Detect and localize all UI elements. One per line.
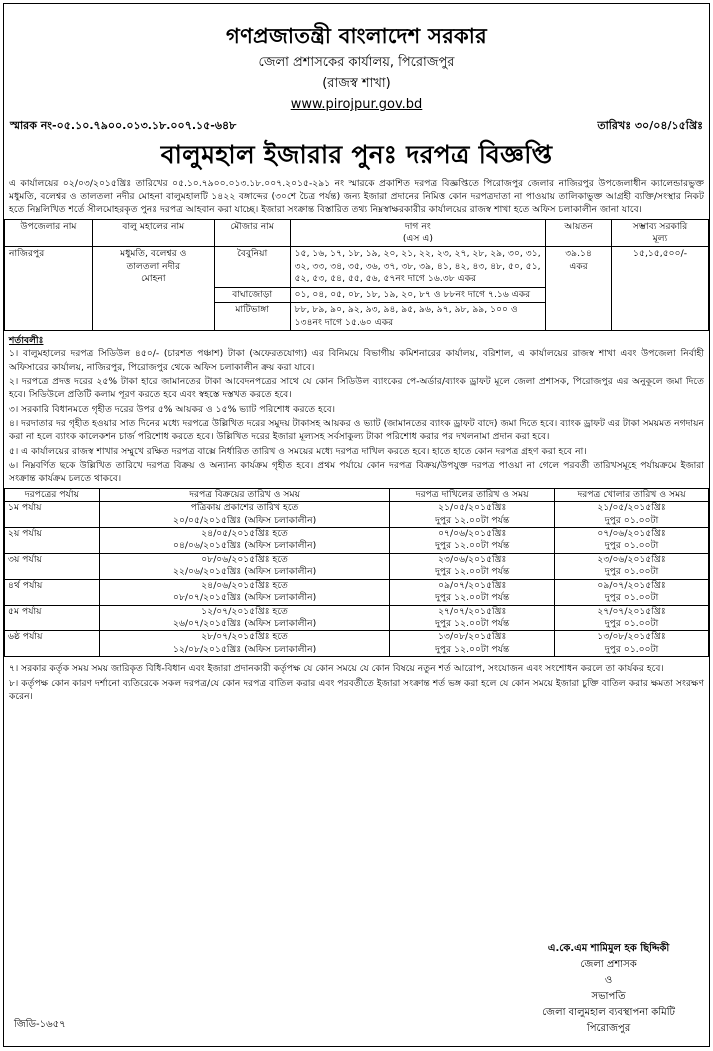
open-time: দুপুর ০১.০০টা: [604, 514, 659, 526]
page-border: [3, 3, 710, 1047]
col-sale: দরপত্র বিক্রয়ের তারিখ ও সময়: [99, 488, 390, 501]
submit-time: দুপুর ১২.০০টা পর্যন্ত: [435, 643, 510, 655]
submit-date: ০৭/০৬/২০১৫খ্রিঃ: [438, 528, 507, 540]
open-date: ০৯/০৭/২০১৫খ্রিঃ: [597, 579, 666, 591]
sale-to: ০৪/০৬/২০১৫খ্রিঃ (অফিস চলাকালীন): [173, 540, 317, 552]
submit-date: ২১/০৫/২০১৫খ্রিঃ: [438, 502, 507, 514]
col-phase: দরপত্রের পর্যায়: [5, 488, 100, 501]
col-open: দরপত্র খোলার তারিখ ও সময়: [555, 488, 709, 501]
submit-date: ০৯/০৭/২০১৫খ্রিঃ: [438, 579, 507, 591]
col-dag: দাগ নং (এস এ): [290, 219, 545, 247]
signature-block: [542, 941, 675, 1037]
website-link[interactable]: www.pirojpur.gov.bd: [290, 97, 423, 113]
upazila-cell: নাজিরপুর: [5, 247, 93, 331]
open-time: দুপুর ০১.০০টা: [604, 540, 659, 552]
government-name: গণপ্রজাতন্ত্রী বাংলাদেশ সরকার: [226, 24, 487, 48]
submit-time: দুপুর ১২.০০টা পর্যন্ত: [435, 592, 510, 604]
conditions-heading: শর্তাবলীঃ: [9, 334, 44, 346]
notice-title: বালুমহাল ইজারার পুনঃ দরপত্র বিজ্ঞপ্তি: [160, 139, 553, 169]
sale-from: ০৮/০৬/২০১৫খ্রিঃ হতে: [201, 553, 288, 565]
open-time: দুপুর ০১.০০টা: [604, 592, 659, 604]
col-price: সম্ভাব্য সরকারি মূল্য: [612, 219, 709, 247]
submit-time: দুপুর ১২.০০টা পর্যন্ত: [435, 540, 510, 552]
committee-place: পিরোজপুর: [586, 1023, 631, 1034]
sale-to: ০৮/০৭/২০১৫খ্রিঃ (অফিস চলাকালীন): [173, 592, 317, 604]
condition-item: ৬। নিম্নবর্ণিত ছকে উল্লিখিত তারিখে দরপত্র বিক্রয় ও অন্যান্য কার্যক্রম গৃহীত হবে। প্রথম পর্যায়ে কোন দরপত্র বিক্রয়/উপযুক্ত দরপত্র পাওয়া না গেলে পরবর্তী তারিখসমূহে পর্যায়ক্রমে ইজারা সংক্রান্ত কার্যক্রম চলতে থাকবে।: [9, 460, 704, 485]
submit-date: ২৩/০৬/২০১৫খ্রিঃ: [438, 553, 507, 565]
sale-to: ১২/০৮/২০১৫খ্রিঃ (অফিস চলাকালীন): [173, 643, 317, 655]
condition-item: ৩। সরকারি বিধানমতে গৃহীত দরের উপর ৫% আয়কর ও ১৫% ভ্যাট পরিশোধ করতে হবে।: [9, 403, 336, 415]
office-name: জেলা প্রশাসকের কার্যালয়, পিরোজপুর: [258, 55, 455, 71]
sale-to: ২২/০৬/২০১৫খ্রিঃ (অফিস চলাকালীন): [173, 566, 317, 578]
sale-from: ২৮/০৭/২০১৫খ্রিঃ হতে: [201, 631, 288, 643]
open-date: ২৩/০৬/২০১৫খ্রিঃ: [597, 553, 666, 565]
open-date: ২১/০৫/২০১৫খ্রিঃ: [597, 502, 666, 514]
memo-date: তারিখঃ ৩০/০৪/১৫খ্রিঃ: [597, 118, 703, 132]
committee-name: জেলা বালুমহাল ব্যবস্থাপনা কমিটি: [542, 1007, 675, 1018]
phase-cell: ৬ষ্ঠ পর্যায়: [5, 631, 100, 657]
gd-number: জিডি-১৬৫৭: [14, 1019, 66, 1030]
mahal-cell: মধুমতি, বলেশ্বর ও তালতলা নদীর মোহনা: [92, 247, 214, 331]
submit-time: দুপুর ১২.০০টা পর্যন্ত: [435, 514, 510, 526]
open-time: দুপুর ০১.০০টা: [604, 617, 659, 629]
submit-date: ১৩/০৮/২০১৫খ্রিঃ: [438, 631, 507, 643]
area-cell: ৩৯.১৪ একর: [546, 247, 612, 331]
condition-item: ১। বালুমহালের দরপত্র সিডিউল ৪৫০/- (চারশত পঞ্চাশ) টাকা (অফেরতযোগ্য) এর বিনিময়ে বিভাগীয় কমিশনারের কার্যালয়, বরিশাল, এ কার্যালয়ের রাজস্ব শাখা এবং উপজেলা নির্বাহী অফিসারের কার্যালয়, নাজিরপুর, পিরোজপুর থেকে অফিস চলাকালীন ক্রয় করা যাবে।: [9, 348, 704, 373]
mouza-cell: বাঘাজোড়া: [214, 287, 290, 302]
condition-item: ৮। কর্তৃপক্ষ কোন কারণ দর্শানো ব্যতিরেকে সকল দরপত্র/যে কোন দরপত্র বাতিল করার এবং পরবর্তীতে ইজারা সংক্রান্ত শর্ত ভঙ্গ করা হলে যে কোন সময়ে ইজারা চুক্তি বাতিল করার ক্ষমতা সংরক্ষণ করেন।: [9, 677, 704, 702]
col-upazila: উপজেলার নাম: [5, 219, 93, 247]
intro-paragraph: এ কার্যালয়ের ০২/০৩/২০১৫খ্রিঃ তারিখের ০৫.১০.৭৯০০.০১৩.১৮.০০৭.২০১৫-২৯১ নং স্মারকে প্রকাশিত দরপত্র বিজ্ঞপ্তিতে পিরোজপুর জেলার নাজিরপুর উপজেলাধীন ক্যালেন্ডারভুক্ত মধুমতি, বলেশ্বর ও তালতলা নদীর মোহনা বালুমহালটি ১৪২২ বঙ্গাব্দের (৩০শে চৈত্র পর্যন্ত) জন্য ইজারা প্রদানের নিমিত্ত কোন দরপত্রদাতা না পাওয়ায় তালিকাভুক্ত আগ্রহী ব্যক্তি/সংস্থার নিকট হতে নিম্নলিখিত শর্তে সীলমোহরকৃত পুনঃ দরপত্র আহবান করা যাচ্ছে। ইজারা সংক্রান্ত বিস্তারিত তথ্য নিম্নস্বাক্ষরকারীর কার্যালয়ের রাজস্ব শাখা হতে অফিস চলাকালীন জানা যাবে।: [9, 177, 704, 216]
sale-from: ২৪/০৬/২০১৫খ্রিঃ হতে: [201, 579, 288, 591]
signatory-name: এ.কে.এম শামিমুল হক ছিদ্দিকী: [547, 943, 670, 954]
phase-cell: ৪র্থ পর্যায়: [5, 579, 100, 605]
condition-item: ৫। এ কার্যালয়ের রাজস্ব শাখার সম্মুখে রক্ষিত দরপত্র বাক্সে নির্ধারিত তারিখ ও সময়ের মধ্যে দরপত্র দাখিল করতে হবে। হাতে হাতে কোন দরপত্র গ্রহণ করা হবে না।: [9, 445, 587, 457]
phase-cell: ৫ম পর্যায়: [5, 605, 100, 631]
condition-item: ৭। সরকার কর্তৃক সময় সময় জারিকৃত বিধি-বিধান এবং ইজারা প্রদানকারী কর্তৃপক্ষ যে কোন সময়ে যে কোন বিষয়ে নতুন শর্ত আরোপ, সংযোজন এবং সংশোধন করলে তা কার্যকর হবে।: [9, 663, 664, 675]
signatory-and: ও: [604, 975, 613, 986]
memo-number: স্মারক নং-০৫.১০.৭৯০০.০১৩.১৮.০০৭.১৫-৬৪৮: [10, 118, 237, 132]
signatory-role: সভাপতি: [591, 991, 626, 1002]
condition-item: ৪। দরদাতার দর গৃহীত হওয়ার সাত দিনের মধ্যে দরপত্রে উল্লিখিত দরের সমুদয় টাকাসহ আয়কর ও ভ্যাট (জামানতের ব্যাংক ড্রাফট বাদে) জমা দিতে হবে। ব্যাংক ড্রাফট এর টাকা সময়মত নগদায়ন করা না হলে ব্যাংক কালেকশন চার্জ পরিশোধ করতে হবে। উল্লিখিত দরের ইজারা মূল্যসহ সর্বসাকুল্য টাকা পরিশোধ করার পর দখলনামা প্রদান করা হবে।: [9, 418, 704, 443]
dag-cell: ৮৮, ৮৯, ৯০, ৯২, ৯৩, ৯৪, ৯৫, ৯৬, ৯৭, ৯৮, ৯৯, ১০০ ও ১৩৪নং দাগে ১৫.৬০ একর: [290, 303, 545, 331]
open-time: দুপুর ০১.০০টা: [604, 643, 659, 655]
sale-from: ২৪/০৫/২০১৫খ্রিঃ হতে: [201, 528, 288, 540]
sale-from: পত্রিকায় প্রকাশের তারিখ হতে: [190, 502, 299, 514]
phase-cell: ১ম পর্যায়: [5, 502, 100, 528]
submit-time: দুপুর ১২.০০টা পর্যন্ত: [435, 566, 510, 578]
open-date: ২৭/০৭/২০১৫খ্রিঃ: [597, 605, 666, 617]
col-area: আয়তন: [546, 219, 612, 247]
col-submit: দরপত্র দাখিলের তারিখ ও সময়: [390, 488, 555, 501]
dag-cell: ১৫, ১৬, ১৭, ১৮, ১৯, ২০, ২১, ২২, ২৩, ২৭, ২৮, ২৯, ৩০, ৩১, ৩২, ৩৩, ৩৪, ৩৫, ৩৬, ৩৭, ৩৮, ৩৯, ৪১, ৪২, ৪৩, ৪৮, ৫০, ৫১, ৫২, ৫৩, ৫৪, ৫৫, ৫৬, ৫৭নং দাগে ১৬.৩৮ একর: [290, 247, 545, 287]
section-name: (রাজস্ব শাখা): [322, 75, 391, 91]
col-mouza: মৌজার নাম: [214, 219, 290, 247]
open-date: ০৭/০৬/২০১৫খ্রিঃ: [597, 528, 666, 540]
open-date: ১৩/০৮/২০১৫খ্রিঃ: [597, 631, 666, 643]
sale-to: ২০/০৫/২০১৫খ্রিঃ (অফিস চলাকালীন): [173, 514, 317, 526]
condition-item: ২। দরপত্রে প্রদত্ত দরের ২৫% টাকা হারে জামানতের টাকা আবেদনপত্রের সাথে যে কোন সিডিউল ব্যাংকের পে-অর্ডার/ব্যাংক ড্রাফট মূলে জেলা প্রশাসক, পিরোজপুর এর অনুকূলে জমা দিতে হবে। সিডিউলে প্রতিটি কলাম পূরণ করতে হবে এবং স্বহস্তে দস্তখত করতে হবে।: [9, 376, 704, 401]
submit-time: দুপুর ১২.০০টা পর্যন্ত: [435, 617, 510, 629]
phase-cell: ৩য় পর্যায়: [5, 553, 100, 579]
open-time: দুপুর ০১.০০টা: [604, 566, 659, 578]
submit-date: ২৭/০৭/২০১৫খ্রিঃ: [438, 605, 507, 617]
dag-cell: ০১, ০৪, ০৫, ০৮, ১৮, ১৯, ২০, ৮৭ ও ৮৮নং দাগে ৭.১৬ একর: [290, 287, 545, 302]
signatory-title: জেলা প্রশাসক: [580, 959, 637, 970]
mouza-cell: মাটিভাঙ্গা: [214, 303, 290, 331]
col-mahal: বালু মহালের নাম: [92, 219, 214, 247]
phase-cell: ২য় পর্যায়: [5, 528, 100, 554]
mouza-cell: বৈবুনিয়া: [214, 247, 290, 287]
price-cell: ১৫,১৫,৫০০/-: [612, 247, 709, 331]
sale-to: ২৬/০৭/২০১৫খ্রিঃ (অফিস চলাকালীন): [173, 617, 317, 629]
sale-from: ১২/০৭/২০১৫খ্রিঃ হতে: [201, 605, 288, 617]
